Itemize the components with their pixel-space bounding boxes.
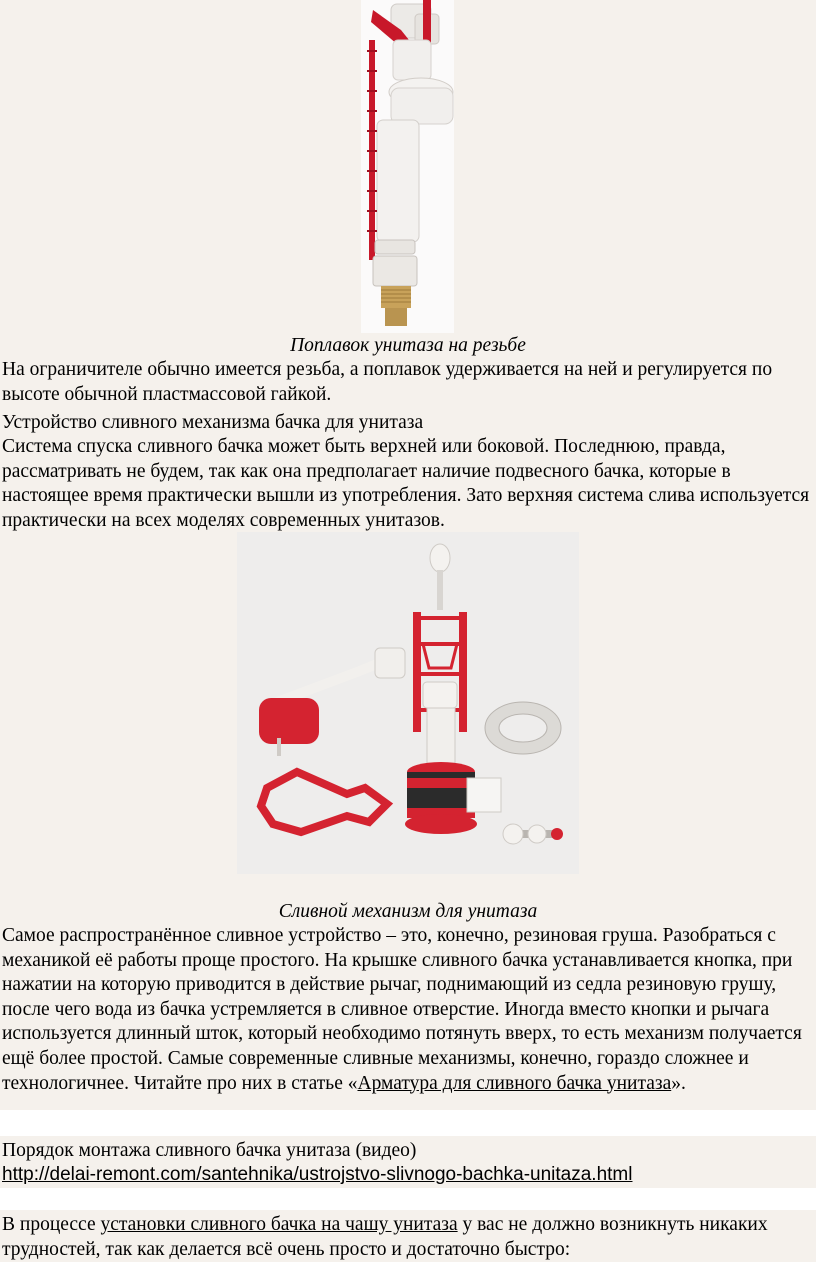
video-url-line	[2, 1163, 812, 1188]
paragraph-flush-system: Система спуска сливного бачка может быть верхней или боковой. Последнюю, правда, рассматривать не будем, так как она предполагает наличие подвесного бачка, которые в настоящее время практически вышли из употребления. Зато верхняя система слива используется практически на всех моделях современных унитазов.	[2, 436, 810, 531]
paragraph-installation-start: В процессе	[2, 1214, 101, 1235]
video-url-link[interactable]: http://delai-remont.com/santehnika/ustrojstvo-slivnogo-bachka-unitaza.html	[2, 1164, 633, 1185]
figure2-caption: Сливной механизм для унитаза	[278, 901, 538, 922]
video-title: Порядок монтажа сливного бачка унитаза (видео)	[2, 1140, 417, 1161]
paragraph-flush-bulb-text: Самое распространённое сливное устройство – это, конечно, резиновая груша. Разобраться с механикой её работы проще простого. На крышке сливного бачка устанавливается кнопка, при нажатии на которую приводится в действие рычаг, поднимающий из седла резиновую грушу, после чего вода из бачка устремляется в сливное отверстие. Иногда вместо кнопки и рычага используется длинный шток, который необходимо потянуть вверх, то есть механизм получается ещё более простой. Самые современные сливные механизмы, конечно, гораздо сложнее и технологичнее. Читайте про них в статье «	[2, 925, 802, 1094]
flush-mechanism-image	[237, 532, 579, 874]
paragraph-flush-bulb-end: ».	[671, 1072, 686, 1094]
fittings-article-link[interactable]: Арматура для сливного бачка унитаза	[357, 1072, 672, 1094]
installation-link[interactable]: установки сливного бачка на чашу унитаза	[100, 1214, 458, 1235]
paragraph-installation-end: у вас не должно возникнуть никаких трудностей, так как делается всё очень просто и достаточно быстро:	[2, 1214, 768, 1260]
paragraph-flush-bulb	[2, 924, 812, 1096]
float-valve-image	[361, 0, 454, 333]
paragraph-installation	[2, 1213, 812, 1262]
section-heading: Устройство сливного механизма бачка для унитаза	[2, 412, 424, 433]
paragraph-float-thread: На ограничителе обычно имеется резьба, а поплавок удерживается на ней и регулируется по высоте обычной пластмассовой гайкой.	[2, 359, 773, 405]
figure1-caption: Поплавок унитаза на резьбе	[290, 335, 526, 356]
